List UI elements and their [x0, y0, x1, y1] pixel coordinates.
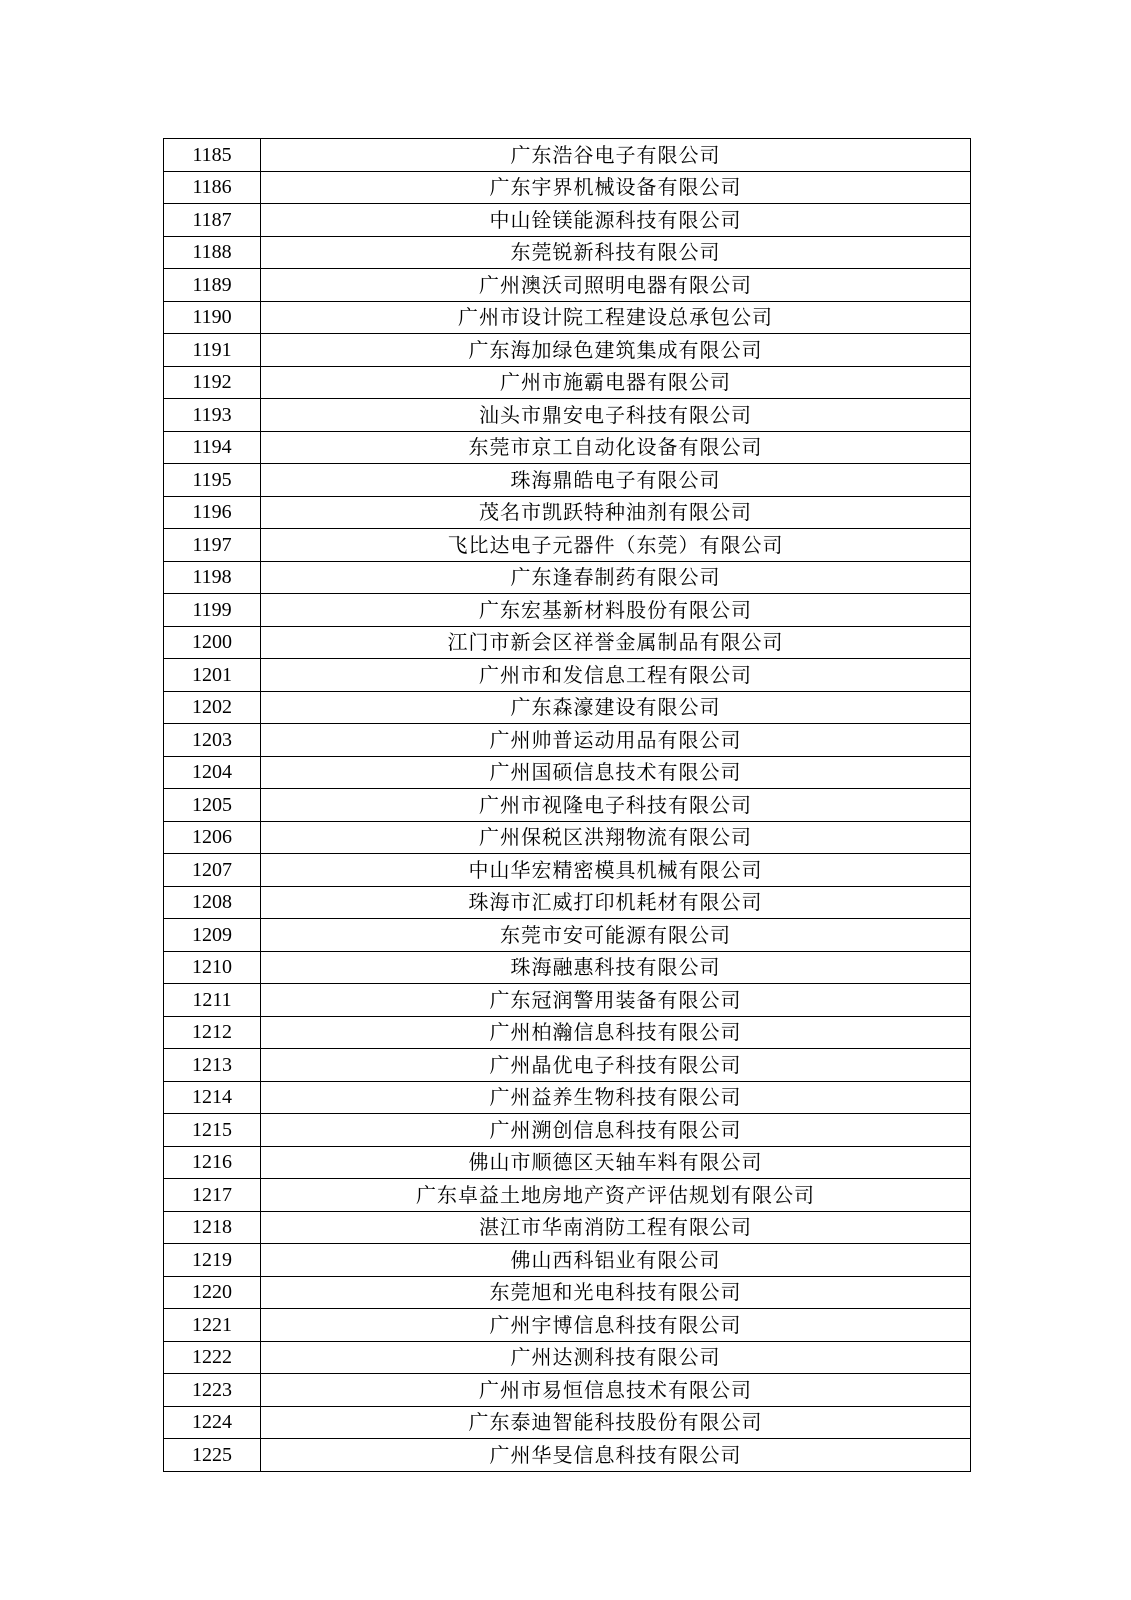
company-name: 广州市和发信息工程有限公司	[261, 659, 971, 692]
table-row	[164, 659, 971, 692]
company-name: 广东卓益土地房地产资产评估规划有限公司	[261, 1179, 971, 1212]
row-number: 1225	[164, 1439, 261, 1472]
company-name: 珠海市汇威打印机耗材有限公司	[261, 886, 971, 919]
company-name: 中山铨镁能源科技有限公司	[261, 204, 971, 237]
row-number: 1195	[164, 464, 261, 497]
table-row	[164, 886, 971, 919]
table-row	[164, 984, 971, 1017]
row-number: 1214	[164, 1081, 261, 1114]
row-number: 1217	[164, 1179, 261, 1212]
company-name: 广东森濠建设有限公司	[261, 691, 971, 724]
row-number: 1187	[164, 204, 261, 237]
company-name: 广东宏基新材料股份有限公司	[261, 594, 971, 627]
table-row	[164, 366, 971, 399]
row-number: 1197	[164, 529, 261, 562]
company-name: 广州保税区洪翔物流有限公司	[261, 821, 971, 854]
company-name: 广州益养生物科技有限公司	[261, 1081, 971, 1114]
company-name: 广东泰迪智能科技股份有限公司	[261, 1406, 971, 1439]
table-row	[164, 269, 971, 302]
table-row	[164, 1211, 971, 1244]
table-row	[164, 1081, 971, 1114]
table-body	[164, 139, 971, 1472]
row-number: 1189	[164, 269, 261, 302]
row-number: 1198	[164, 561, 261, 594]
table-row	[164, 496, 971, 529]
row-number: 1211	[164, 984, 261, 1017]
row-number: 1201	[164, 659, 261, 692]
table-row	[164, 431, 971, 464]
table-row	[164, 1244, 971, 1277]
company-name: 广州澳沃司照明电器有限公司	[261, 269, 971, 302]
table-row	[164, 1049, 971, 1082]
row-number: 1221	[164, 1309, 261, 1342]
table-row	[164, 626, 971, 659]
table-row	[164, 1341, 971, 1374]
company-name: 广东宇界机械设备有限公司	[261, 171, 971, 204]
company-name: 广州宇博信息科技有限公司	[261, 1309, 971, 1342]
row-number: 1207	[164, 854, 261, 887]
table-row	[164, 1276, 971, 1309]
table-row	[164, 1374, 971, 1407]
company-name: 江门市新会区祥誉金属制品有限公司	[261, 626, 971, 659]
company-name: 广东逢春制药有限公司	[261, 561, 971, 594]
table-row	[164, 561, 971, 594]
table-row	[164, 756, 971, 789]
table-row	[164, 691, 971, 724]
company-name: 东莞旭和光电科技有限公司	[261, 1276, 971, 1309]
row-number: 1188	[164, 236, 261, 269]
company-name: 茂名市凯跃特种油剂有限公司	[261, 496, 971, 529]
row-number: 1212	[164, 1016, 261, 1049]
row-number: 1224	[164, 1406, 261, 1439]
company-name: 东莞市京工自动化设备有限公司	[261, 431, 971, 464]
company-name: 东莞市安可能源有限公司	[261, 919, 971, 952]
company-name: 广州帅普运动用品有限公司	[261, 724, 971, 757]
company-name: 汕头市鼎安电子科技有限公司	[261, 399, 971, 432]
table-row	[164, 1179, 971, 1212]
company-name: 广州柏瀚信息科技有限公司	[261, 1016, 971, 1049]
company-name: 广州达测科技有限公司	[261, 1341, 971, 1374]
row-number: 1218	[164, 1211, 261, 1244]
row-number: 1216	[164, 1146, 261, 1179]
company-name: 广东海加绿色建筑集成有限公司	[261, 334, 971, 367]
table-row	[164, 139, 971, 172]
company-name: 广州市视隆电子科技有限公司	[261, 789, 971, 822]
row-number: 1185	[164, 139, 261, 172]
company-list-table	[163, 138, 971, 1472]
row-number: 1205	[164, 789, 261, 822]
company-name: 广州溯创信息科技有限公司	[261, 1114, 971, 1147]
row-number: 1204	[164, 756, 261, 789]
row-number: 1210	[164, 951, 261, 984]
table-row	[164, 236, 971, 269]
table-row	[164, 301, 971, 334]
row-number: 1209	[164, 919, 261, 952]
table-row	[164, 334, 971, 367]
row-number: 1191	[164, 334, 261, 367]
row-number: 1200	[164, 626, 261, 659]
company-name: 广州国硕信息技术有限公司	[261, 756, 971, 789]
table-row	[164, 1114, 971, 1147]
table-row	[164, 919, 971, 952]
table-row	[164, 1406, 971, 1439]
row-number: 1219	[164, 1244, 261, 1277]
table-row	[164, 1146, 971, 1179]
company-name: 湛江市华南消防工程有限公司	[261, 1211, 971, 1244]
company-name: 珠海融惠科技有限公司	[261, 951, 971, 984]
row-number: 1196	[164, 496, 261, 529]
row-number: 1223	[164, 1374, 261, 1407]
row-number: 1186	[164, 171, 261, 204]
row-number: 1202	[164, 691, 261, 724]
table-row	[164, 724, 971, 757]
company-name: 广州市易恒信息技术有限公司	[261, 1374, 971, 1407]
company-name: 广东浩谷电子有限公司	[261, 139, 971, 172]
company-name: 广州市施霸电器有限公司	[261, 366, 971, 399]
table-row	[164, 464, 971, 497]
row-number: 1193	[164, 399, 261, 432]
table-row	[164, 1016, 971, 1049]
row-number: 1194	[164, 431, 261, 464]
company-name: 佛山西科铝业有限公司	[261, 1244, 971, 1277]
row-number: 1208	[164, 886, 261, 919]
row-number: 1190	[164, 301, 261, 334]
company-name: 广东冠润警用装备有限公司	[261, 984, 971, 1017]
company-name: 广州晶优电子科技有限公司	[261, 1049, 971, 1082]
row-number: 1192	[164, 366, 261, 399]
row-number: 1203	[164, 724, 261, 757]
company-name: 飞比达电子元器件（东莞）有限公司	[261, 529, 971, 562]
table-row	[164, 1439, 971, 1472]
table-row	[164, 171, 971, 204]
table-row	[164, 1309, 971, 1342]
table-row	[164, 399, 971, 432]
row-number: 1199	[164, 594, 261, 627]
company-name: 佛山市顺德区天轴车料有限公司	[261, 1146, 971, 1179]
row-number: 1215	[164, 1114, 261, 1147]
table-row	[164, 951, 971, 984]
row-number: 1220	[164, 1276, 261, 1309]
company-name: 广州华旻信息科技有限公司	[261, 1439, 971, 1472]
company-name: 珠海鼎皓电子有限公司	[261, 464, 971, 497]
table-row	[164, 594, 971, 627]
row-number: 1213	[164, 1049, 261, 1082]
row-number: 1222	[164, 1341, 261, 1374]
table-row	[164, 789, 971, 822]
row-number: 1206	[164, 821, 261, 854]
table-row	[164, 854, 971, 887]
table-row	[164, 529, 971, 562]
company-name: 中山华宏精密模具机械有限公司	[261, 854, 971, 887]
table-row	[164, 821, 971, 854]
company-name: 东莞锐新科技有限公司	[261, 236, 971, 269]
table-row	[164, 204, 971, 237]
company-name: 广州市设计院工程建设总承包公司	[261, 301, 971, 334]
